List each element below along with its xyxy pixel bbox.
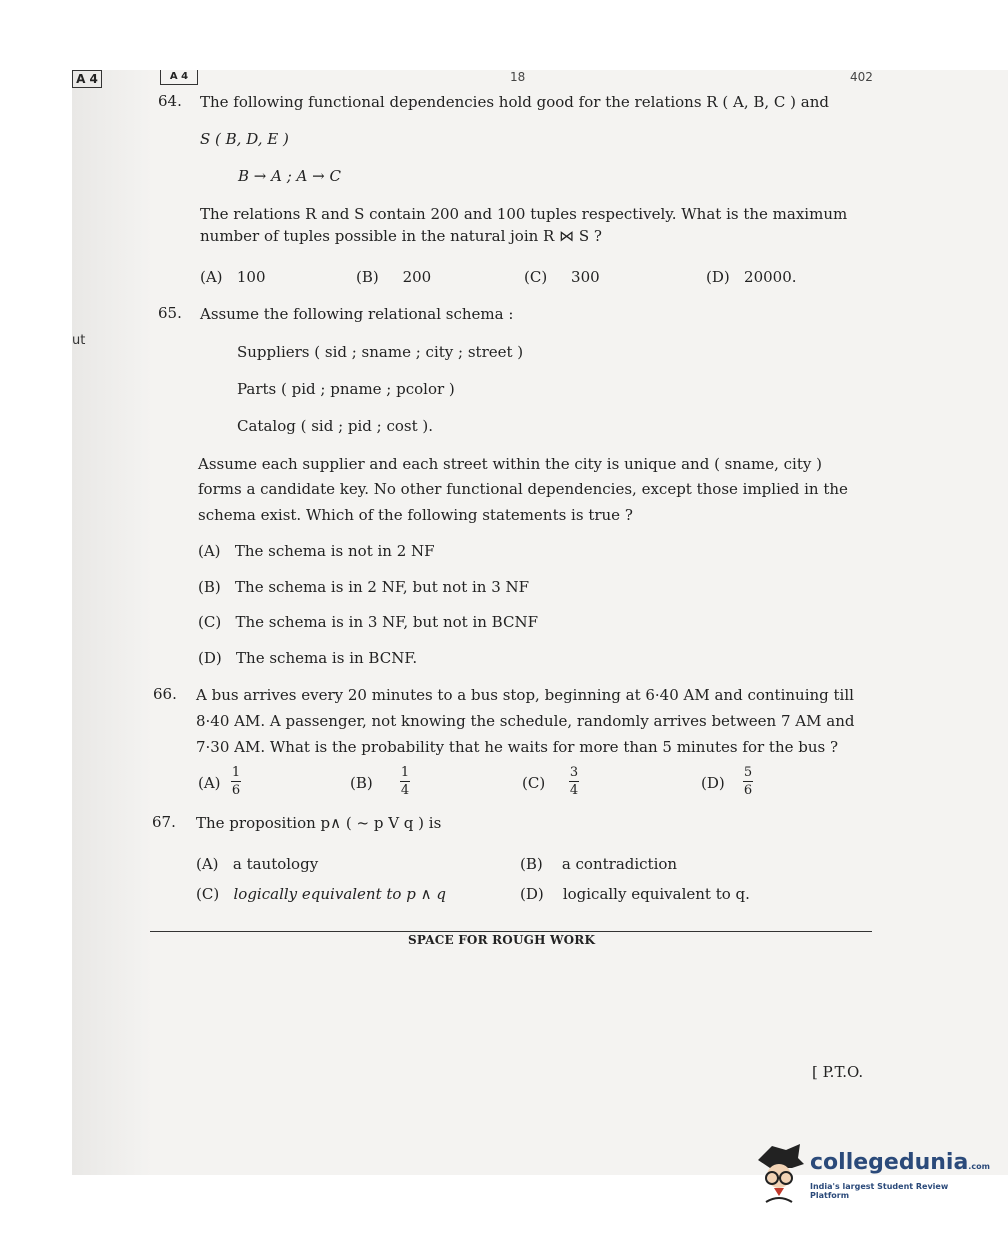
q64-line3: The relations R and S contain 200 and 100 tuples respectively. What is the maximum <box>200 205 848 223</box>
q64-option-c[interactable]: (C) 300 <box>524 268 600 286</box>
q66-option-c-fraction: 3 4 <box>569 765 579 798</box>
rough-work-divider <box>150 931 872 932</box>
q66-option-b-label[interactable]: (B) <box>350 774 373 792</box>
question-number-67: 67. <box>152 813 176 831</box>
booklet-series-tab: A 4 <box>72 70 102 88</box>
q64-option-a[interactable]: (A) 100 <box>200 268 266 286</box>
mascot-icon <box>752 1142 806 1206</box>
q66-line3: 7·30 AM. What is the probability that he waits for more than 5 minutes for the bus ? <box>196 738 839 756</box>
q65-schema-parts: Parts ( pid ; pname ; pcolor ) <box>237 380 455 398</box>
q65-option-b[interactable]: (B) The schema is in 2 NF, but not in 3 NF <box>198 578 530 596</box>
q66-option-d-fraction: 5 6 <box>743 765 753 798</box>
q66-option-a-label[interactable]: (A) <box>198 774 221 792</box>
q64-fds: B → A ; A → C <box>238 167 341 185</box>
q66-line1: A bus arrives every 20 minutes to a bus stop, beginning at 6·40 AM and continuing till <box>196 686 854 704</box>
q66-option-c-label[interactable]: (C) <box>522 774 546 792</box>
question-number-64: 64. <box>158 92 182 110</box>
q65-option-d[interactable]: (D) The schema is in BCNF. <box>198 649 418 667</box>
q67-option-a[interactable]: (A) a tautology <box>196 855 319 873</box>
q67-stem: The proposition p∧ ( ~ p V q ) is <box>196 814 442 832</box>
logo-wordmark: collegedunia.com <box>810 1150 990 1175</box>
page-number: 18 <box>510 70 526 84</box>
q65-body3: schema exist. Which of the following statements is true ? <box>198 506 633 524</box>
q66-option-d-label[interactable]: (D) <box>701 774 725 792</box>
q66-option-a-fraction: 1 6 <box>231 765 241 798</box>
logo-tagline: India's largest Student Review Platform <box>810 1182 949 1200</box>
q64-option-b[interactable]: (B) 200 <box>356 268 432 286</box>
q65-body2: forms a candidate key. No other functional dependencies, except those implied in the <box>198 480 848 498</box>
page-fold-shadow <box>72 70 152 1175</box>
q67-option-d[interactable]: (D) logically equivalent to q. <box>520 885 750 903</box>
question-number-65: 65. <box>158 304 182 322</box>
q64-line4: number of tuples possible in the natural join R ⋈ S ? <box>200 227 602 245</box>
q65-intro: Assume the following relational schema : <box>200 305 514 323</box>
question-number-66: 66. <box>153 685 177 703</box>
q65-option-c[interactable]: (C) The schema is in 3 NF, but not in BCNF <box>198 613 538 631</box>
q64-line1: The following functional dependencies hold good for the relations R ( A, B, C ) and <box>200 93 829 111</box>
q65-option-a[interactable]: (A) The schema is not in 2 NF <box>198 542 435 560</box>
collegedunia-logo[interactable] <box>752 1142 990 1212</box>
q64-line2: S ( B, D, E ) <box>200 130 289 148</box>
booklet-series-tab-inner: A 4 <box>160 70 198 85</box>
q65-body1: Assume each supplier and each street within the city is unique and ( sname, city ) <box>198 455 822 473</box>
q65-schema-suppliers: Suppliers ( sid ; sname ; city ; street ) <box>237 343 524 361</box>
margin-text: ut <box>72 333 86 348</box>
q66-line2: 8·40 AM. A passenger, not knowing the schedule, randomly arrives between 7 AM and <box>196 712 855 730</box>
paper-code: 402 <box>850 70 873 84</box>
q67-option-c[interactable]: (C) logically equivalent to p ∧ q <box>196 885 446 903</box>
q65-schema-catalog: Catalog ( sid ; pid ; cost ). <box>237 417 434 435</box>
pto-label: [ P.T.O. <box>812 1063 864 1081</box>
q66-option-b-fraction: 1 4 <box>400 765 410 798</box>
q64-option-d[interactable]: (D) 20000. <box>706 268 797 286</box>
rough-work-label: SPACE FOR ROUGH WORK <box>408 933 596 947</box>
q67-option-b[interactable]: (B) a contradiction <box>520 855 678 873</box>
